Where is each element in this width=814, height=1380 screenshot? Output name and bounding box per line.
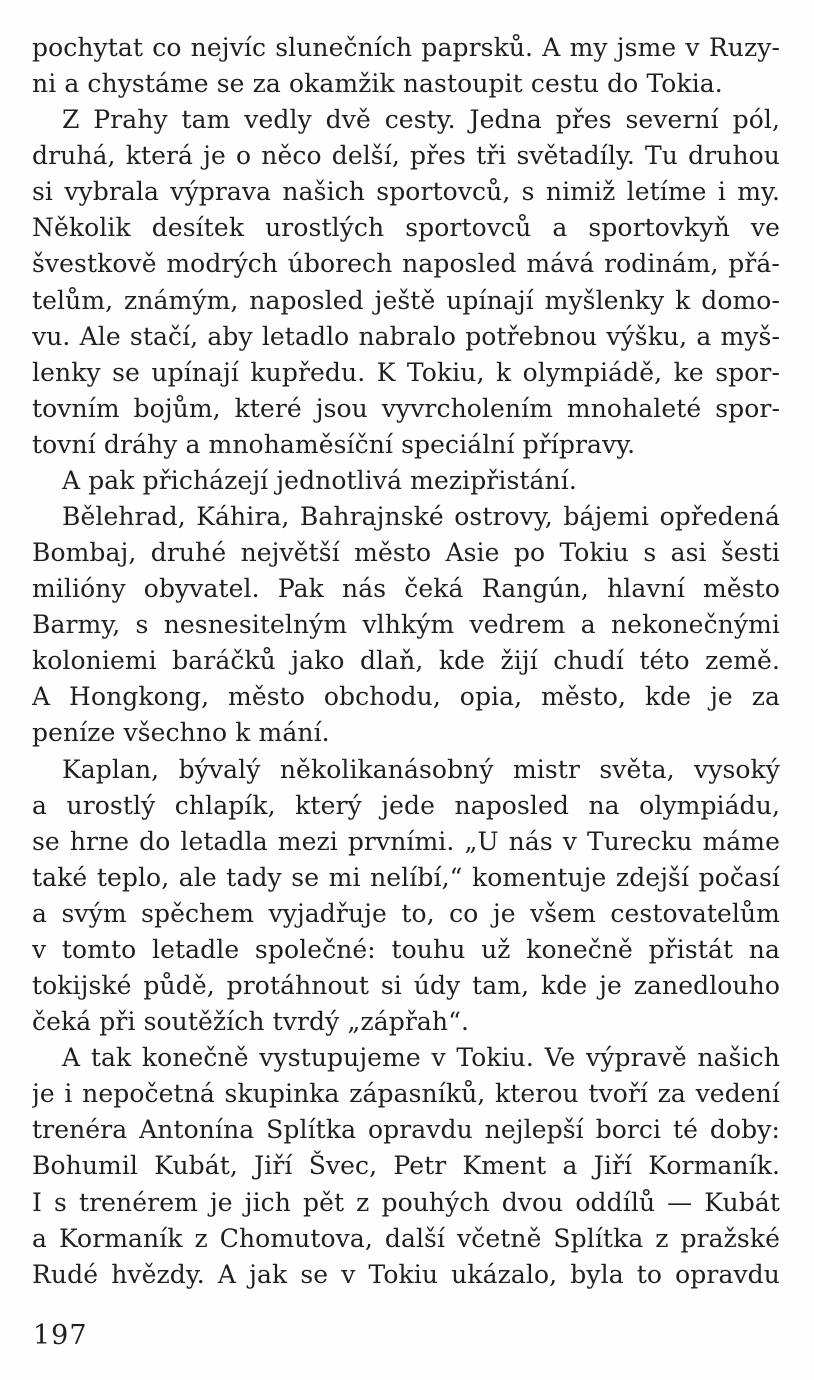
text-line: A tak konečně vystupujeme v Tokiu. Ve výpravě našich [62,1043,780,1073]
text-line: lenky se upínají kupředu. K Tokiu, k olympiádě, ke spor- [32,357,780,387]
text-line: a svým spěchem vyjadřuje to, co je všem cestovatelům [32,898,780,928]
text-line: pochytat co nejvíc slunečních paprsků. A my jsme v Ruzy- [32,33,780,62]
text-line: vu. Ale stačí, aby letadlo nabralo potřebnou výšku, a myš- [32,321,780,351]
text-line: Rudé hvězdy. A jak se v Tokiu ukázalo, byla to opravdu [32,1259,780,1289]
text-line: v tomto letadle společné: touhu už konečně přistát na [32,934,780,964]
text-line: Bombaj, druhé největší město Asie po Tokiu s asi šesti [32,538,780,568]
text-line: švestkově modrých úborech naposled mává rodinám, přá- [32,249,780,279]
text-line: Z Prahy tam vedly dvě cesty. Jedna přes severní pól, [62,105,780,135]
text-line: tovním bojům, které jsou vyvrcholením mnohaleté spor- [32,393,780,423]
text-line: Kaplan, bývalý několikanásobný mistr světa, vysoký [62,754,780,784]
text-line: Bělehrad, Káhira, Bahrajnské ostrovy, bájemi opředená [62,502,780,532]
text-line: trenéra Antonína Splítka opravdu nejlepší borci té doby: [32,1115,780,1145]
text-line: peníze všechno k mání. [32,718,330,748]
text-line: A pak přicházejí jednotlivá mezipřistání. [62,465,577,495]
text-line: tovní dráhy a mnohaměsíční speciální přípravy. [32,429,636,459]
page-number: 197 [33,1320,88,1351]
text-line: je i nepočetná skupinka zápasníků, kterou tvoří za vedení [32,1079,780,1109]
text-line: a Kormaník z Chomutova, další včetně Splítka z pražské [32,1223,780,1253]
text-line: tokijské půdě, protáhnout si údy tam, kde je zanedlouho [32,971,780,1001]
text-line: ni a chystáme se za okamžik nastoupit cestu do Tokia. [32,69,723,99]
text-line: a urostlý chlapík, který jede naposled na olympiádu, [32,790,780,820]
text-line: čeká při soutěžích tvrdý „zápřah“. [32,1007,470,1037]
text-line: druhá, která je o něco delší, přes tři světadíly. Tu druhou [32,141,780,171]
text-line: I s trenérem je jich pět z pouhých dvou oddílů — Kubát [32,1187,780,1217]
text-line: Barmy, s nesnesitelným vlhkým vedrem a nekonečnými [32,610,780,640]
text-line: koloniemi baráčků jako dlaň, kde žijí chudí této země. [32,646,780,676]
text-line: milióny obyvatel. Pak nás čeká Rangún, hlavní město [32,574,780,604]
text-line: Bohumil Kubát, Jiří Švec, Petr Kment a Jiří Kormaník. [32,1151,780,1181]
text-line: si vybrala výprava našich sportovců, s nimiž letíme i my. [32,177,780,207]
text-line: A Hongkong, město obchodu, opia, město, kde je za [32,682,780,712]
text-line: se hrne do letadla mezi prvními. „U nás v Turecku máme [32,826,780,856]
text-line: také teplo, ale tady se mi nelíbí,“ komentuje zdejší počasí [32,862,780,892]
text-line: Několik desítek urostlých sportovců a sportovkyň ve [32,213,780,243]
body-text [32,30,780,1293]
text-line: telům, známým, naposled ještě upínají myšlenky k domo- [32,285,780,315]
